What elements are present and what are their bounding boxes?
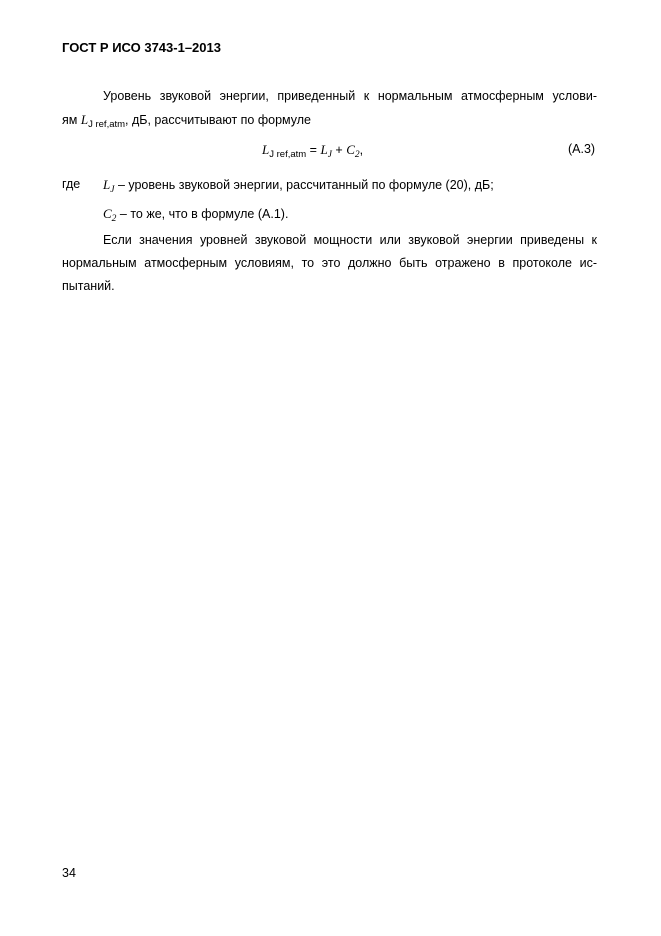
formula-term1-symbol: L [320,142,328,157]
formula-number: (А.3) [568,142,596,156]
document-header: ГОСТ Р ИСО 3743-1–2013 [62,40,221,55]
where-item-1-symbol: L [103,177,111,192]
where-item-2-text: – то же, что в формуле (А.1). [119,207,289,221]
paragraph-2-line-1: Если значения уровней звуковой мощности или звуковой энергии приведены к [103,233,597,247]
formula-lhs-symbol: L [262,142,270,157]
formula-term1-subscript: J [327,150,332,160]
formula-term2-symbol: C [346,142,355,157]
symbol-subscript: J ref,atm [88,119,126,130]
formula-equals: = [309,143,317,157]
paragraph-1-line-2-suffix: , дБ, рассчитывают по формуле [125,113,311,127]
page-number: 34 [62,866,76,880]
where-item-1-subscript: J [110,185,115,195]
paragraph-2-line-2: нормальным атмосферным условиям, то это должно быть отражено в протоколе ис- [62,256,597,270]
where-item-2-symbol: C [103,206,112,221]
formula-term2-subscript: 2 [354,150,360,160]
where-item-1-text: – уровень звуковой энергии, рассчитанный по формуле (20), дБ; [117,178,494,192]
formula-plus: + [335,143,343,157]
paragraph-2-line-3: пытаний. [62,279,115,293]
where-item-1 [103,177,494,195]
where-label: где [62,177,81,191]
formula-lhs-subscript: J ref,atm [269,149,307,160]
paragraph-1-line-2-prefix: ям [62,113,78,127]
symbol-l-jrefatm [80,112,126,130]
where-item-2-subscript: 2 [111,214,117,224]
symbol-letter: L [80,112,89,127]
paragraph-1-line-2 [62,112,311,130]
formula-a3 [262,142,363,160]
where-item-2 [103,206,288,224]
formula-trailing-comma: , [359,143,364,157]
paragraph-1-line-1: Уровень звуковой энергии, приведенный к нормальным атмосферным услови- [103,89,597,103]
